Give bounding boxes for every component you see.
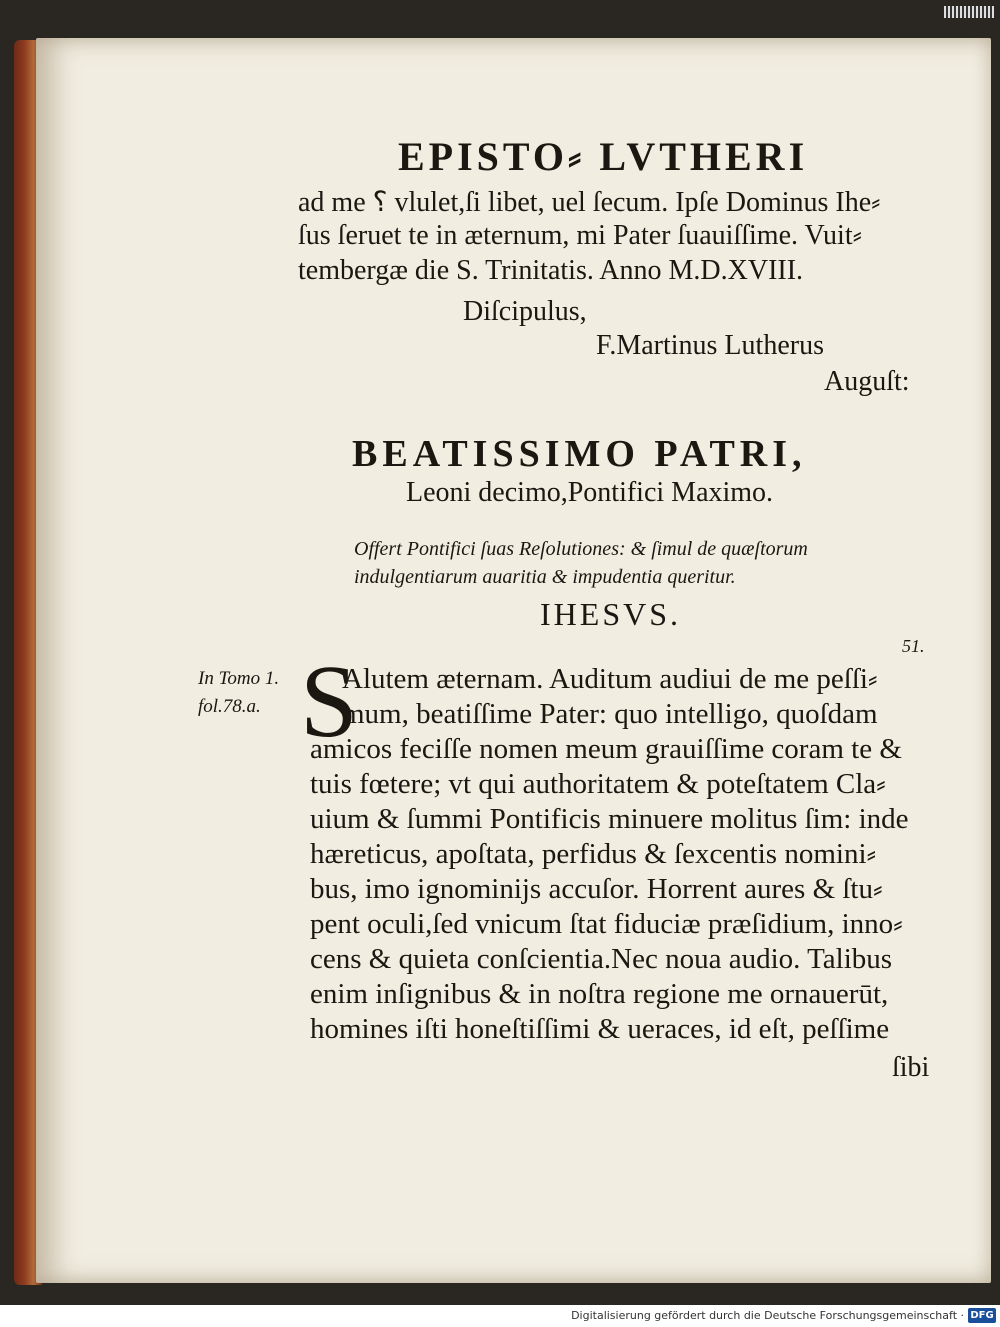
signature-order: Auguſt:: [824, 366, 910, 397]
letter-close-line: tembergæ die S. Trinitatis. Anno M.D.XVIII.: [298, 255, 804, 286]
body-line: homines iſti honeſtiſſimi & ueraces, id eſt, peſſime: [310, 1013, 890, 1045]
body-line: hæreticus, apoſtata, perfidus & ſexcentis nomini⸗: [310, 838, 877, 870]
letter-heading: BEATISSIMO PATRI,: [352, 433, 807, 475]
body-line: Alutem æternam. Auditum audiui de me peſſi⸗: [342, 663, 878, 695]
body-line: bus, imo ignominijs accuſor. Horrent aures & ſtu⸗: [310, 873, 883, 905]
summary-line: indulgentiarum auaritia & impudentia queritur.: [354, 566, 736, 588]
body-line: pent oculi,ſed vnicum ſtat fiduciæ præſidium, inno⸗: [310, 908, 903, 940]
body-line: amicos feciſſe nomen meum grauiſſime coram te &: [310, 733, 902, 765]
body-line: mum, beatiſſime Pater: quo intelligo, quoſdam: [342, 698, 878, 730]
drop-cap: S: [300, 644, 358, 759]
margin-note-line: In Tomo 1.: [198, 668, 280, 689]
body-line: uium & ſummi Pontificis minuere molitus ſim: inde: [310, 803, 909, 835]
footer-credit: Digitalisierung gefördert durch die Deutsche Forschungsgemeinschaft ·: [571, 1309, 964, 1322]
signature-name: F.Martinus Lutherus: [596, 330, 824, 361]
letter-subheading: Leoni decimo,Pontifici Maximo.: [406, 477, 774, 508]
invocation: IHESVS.: [540, 596, 682, 632]
scan-ruler: [944, 6, 994, 18]
letter-close-line: ad me ⸮ vlulet,ſi libet, uel ſecum. Ipſe Dominus Ihe⸗: [298, 187, 881, 218]
signature-discipulus: Diſcipulus,: [463, 296, 587, 327]
letter-close-line: ſus ſeruet te in æternum, mi Pater ſuauiſſime. Vuit⸗: [298, 220, 862, 251]
summary-line: Offert Pontifici ſuas Reſolutiones: & ſimul de quæſtorum: [354, 538, 808, 560]
scan-top-strip: [0, 0, 1000, 38]
folio-number: 51.: [902, 636, 925, 656]
margin-note-line: fol.78.a.: [198, 696, 261, 717]
running-head: EPISTO⸗ LVTHERI: [398, 134, 809, 179]
digitization-footer: [0, 1305, 1000, 1327]
body-line: enim inſignibus & in noſtra regione me ornauerūt,: [310, 978, 889, 1010]
body-line: tuis fœtere; vt qui authoritatem & poteſtatem Cla⸗: [310, 768, 886, 800]
dfg-logo[interactable]: DFG: [968, 1308, 996, 1323]
body-line: cens & quieta conſcientia.Nec noua audio. Talibus: [310, 943, 893, 975]
catchword: ſibi: [892, 1052, 930, 1083]
